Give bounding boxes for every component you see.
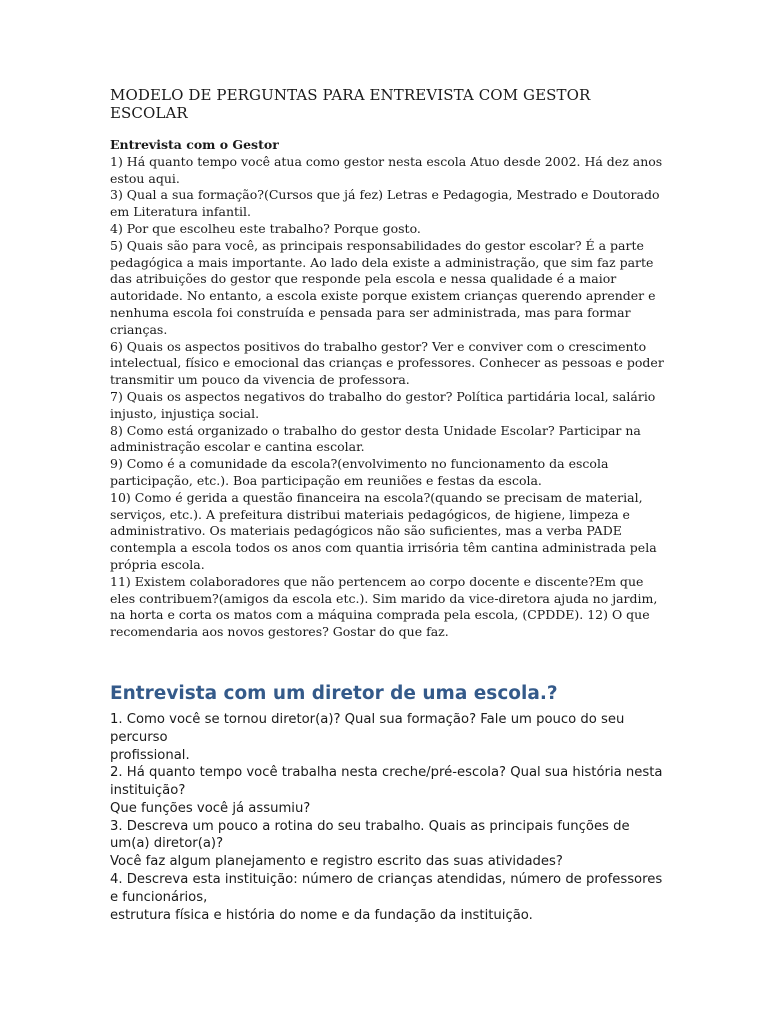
paragraph-line: Você faz algum planejamento e registro escrito das suas atividades? [110, 854, 563, 870]
paragraph-line: 4) Por que escolheu este trabalho? Porque gosto. [110, 220, 421, 236]
paragraph-line: estrutura física e história do nome e da fundação da instituição. [110, 907, 533, 923]
gestor-interview-section [110, 137, 670, 641]
paragraph-line: profissional. [110, 747, 190, 763]
paragraph-line: 8) Como está organizado o trabalho do gestor desta Unidade Escolar? Participar na administração escolar e cantina escolar. [110, 422, 641, 455]
paragraph-line: 11) Existem colaboradores que não pertencem ao corpo docente e discente?Em que eles contribuem?(amigos da escola etc.). Sim marido da vice-diretora ajuda no jardim, na horta e corta os matos com a máquina comprada pela escola, (CPDDE). 12) O que recomendaria aos novos gestores? Gostar do que faz. [110, 573, 658, 640]
paragraph-line: 1. Como você se tornou diretor(a)? Qual sua formação? Fale um pouco do seu percurso [110, 711, 625, 745]
document-page [110, 86, 670, 924]
director-interview-section [110, 683, 670, 925]
section-heading: Entrevista com um diretor de uma escola.? [110, 682, 558, 704]
paragraph-line: 6) Quais os aspectos positivos do trabalho gestor? Ver e conviver com o crescimento intelectual, físico e emocional das crianças e professores. Conhecer as pessoas e poder transmitir um pouco da vivencia de professora. [110, 338, 664, 388]
paragraph-line: 2. Há quanto tempo você trabalha nesta creche/pré-escola? Qual sua história nesta instituição? [110, 765, 663, 799]
paragraph-line: 10) Como é gerida a questão financeira na escola?(quando se precisam de material, serviços, etc.). A prefeitura distribui materiais pedagógicos, de higiene, limpeza e administrativo. Os materiais pedagógicos não são suficientes, mas a verba PADE contempla a escola todos os anos com quantia irrisória têm cantina administrada pela própria escola. [110, 489, 657, 572]
paragraph-line: 3) Qual a sua formação?(Cursos que já fez) Letras e Pedagogia, Mestrado e Doutorado em Literatura infantil. [110, 187, 660, 220]
paragraph-line: 9) Como é a comunidade da escola?(envolvimento no funcionamento da escola participação, etc.). Boa participação em reuniões e festas da escola. [110, 456, 609, 488]
paragraph-line: 1) Há quanto tempo você atua como gestor nesta escola Atuo desde 2002. Há dez anos estou aqui. [110, 153, 663, 186]
paragraph-line: 3. Descreva um pouco a rotina do seu trabalho. Quais as principais funções de um(a) diretor(a)? [110, 818, 630, 852]
paragraph-line: 7) Quais os aspectos negativos do trabalho do gestor? Política partidária local, salário injusto, injustiça social. [110, 388, 656, 421]
document-title: MODELO DE PERGUNTAS PARA ENTREVISTA COM GESTOR ESCOLAR [110, 86, 591, 122]
paragraph-line: 4. Descreva esta instituição: número de crianças atendidas, número de professores e funcionários, [110, 872, 663, 905]
paragraph-line: 5) Quais são para você, as principais responsabilidades do gestor escolar? É a parte pedagógica a mais importante. Ao lado dela existe a administração, que sim faz parte das atribuições do gestor que responde pela escola e nessa qualidade é a maior autoridade. No entanto, a escola existe porque existem crianças querendo aprender e nenhuma escola foi construída e pensada para ser administrada, mas para formar crianças. [110, 237, 656, 337]
paragraph-line: Que funções você já assumiu? [110, 800, 311, 816]
section-subtitle: Entrevista com o Gestor [110, 137, 279, 152]
